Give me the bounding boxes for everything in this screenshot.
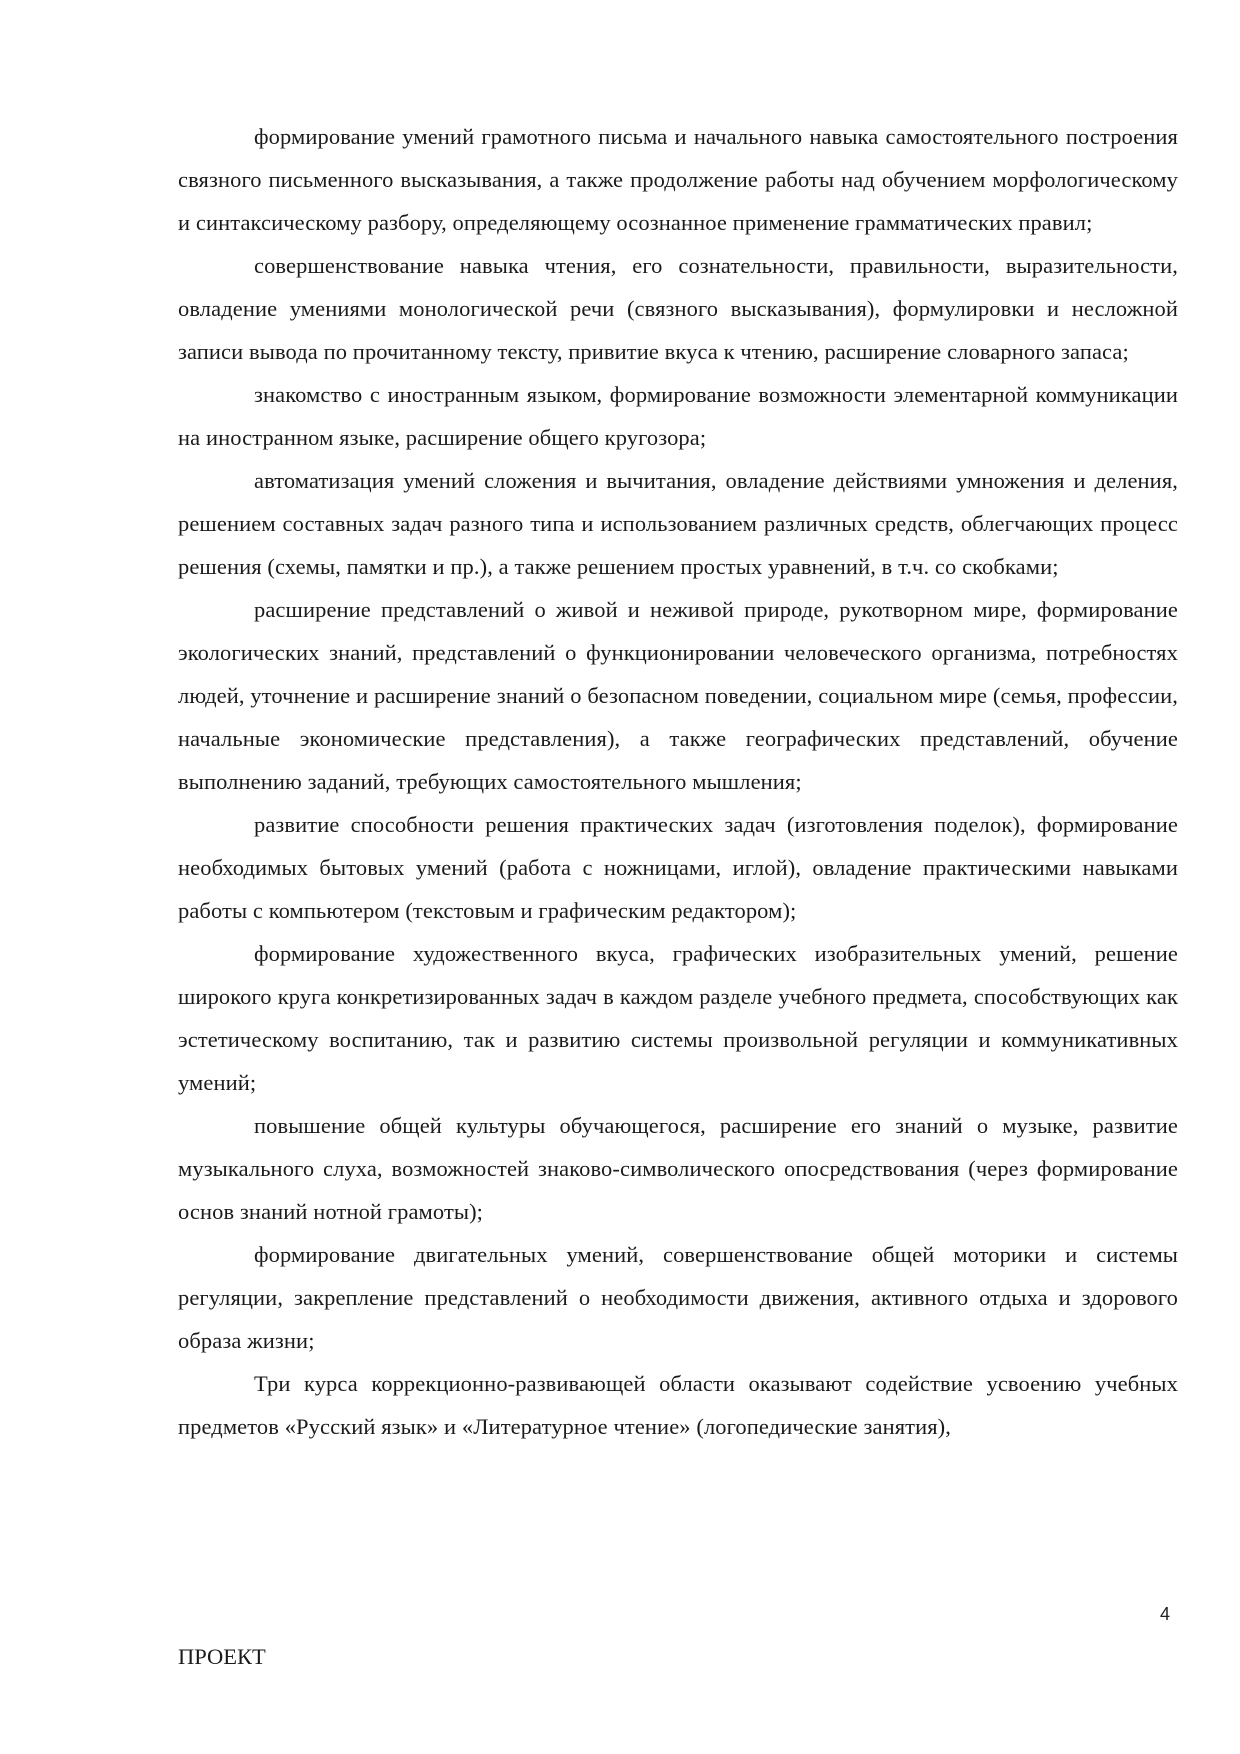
footer-draft-label: ПРОЕКТ — [178, 1644, 266, 1669]
paragraph-music: повышение общей культуры обучающегося, расширение его знаний о музыке, развитие музыкального слуха, возможностей знаково-символического опосредствования (через формирование основ знаний нотной грамоты); — [178, 1113, 1178, 1224]
paragraph-art: формирование художественного вкуса, графических изобразительных умений, решение широкого круга конкретизированных задач в каждом разделе учебного предмета, способствующих как эстетическому воспитанию, так и развитию системы произвольной регуляции и коммуникативных умений; — [178, 941, 1178, 1095]
paragraph-practical-skills: развитие способности решения практических задач (изготовления поделок), формирование необходимых бытовых умений (работа с ножницами, иглой), овладение практическими навыками работы с компьютером (текстовым и графическим редактором); — [178, 812, 1178, 923]
paragraph-mathematics: автоматизация умений сложения и вычитания, овладение действиями умножения и деления, решением составных задач разного типа и использованием различных средств, облегчающих процесс решения (схемы, памятки и пр.), а также решением простых уравнений, в т.ч. со скобками; — [178, 468, 1178, 579]
paragraph-literacy: формирование умений грамотного письма и начального навыка самостоятельного построения связного письменного высказывания, а также продолжение работы над обучением морфологическому и синтаксическому разбору, определяющему осознанное применение грамматических правил; — [178, 124, 1178, 235]
page-number: 4 — [1160, 1604, 1171, 1624]
paragraph-correction-courses: Три курса коррекционно-развивающей области оказывают содействие усвоению учебных предметов «Русский язык» и «Литературное чтение» (логопедические занятия), — [178, 1371, 1178, 1439]
paragraph-foreign-language: знакомство с иностранным языком, формирование возможности элементарной коммуникации на иностранном языке, расширение общего кругозора; — [178, 382, 1178, 450]
paragraph-world-knowledge: расширение представлений о живой и неживой природе, рукотворном мире, формирование экологических знаний, представлений о функционировании человеческого организма, потребностях людей, уточнение и расширение знаний о безопасном поведении, социальном мире (семья, профессии, начальные экономические представления), а также географических представлений, обучение выполнению заданий, требующих самостоятельного мышления; — [178, 597, 1178, 794]
document-body — [178, 115, 1178, 1448]
paragraph-physical-education: формирование двигательных умений, совершенствование общей моторики и системы регуляции, закрепление представлений о необходимости движения, активного отдыха и здорового образа жизни; — [178, 1242, 1178, 1353]
paragraph-reading: совершенствование навыка чтения, его сознательности, правильности, выразительности, овладение умениями монологической речи (связного высказывания), формулировки и несложной записи вывода по прочитанному тексту, привитие вкуса к чтению, расширение словарного запаса; — [178, 253, 1178, 364]
